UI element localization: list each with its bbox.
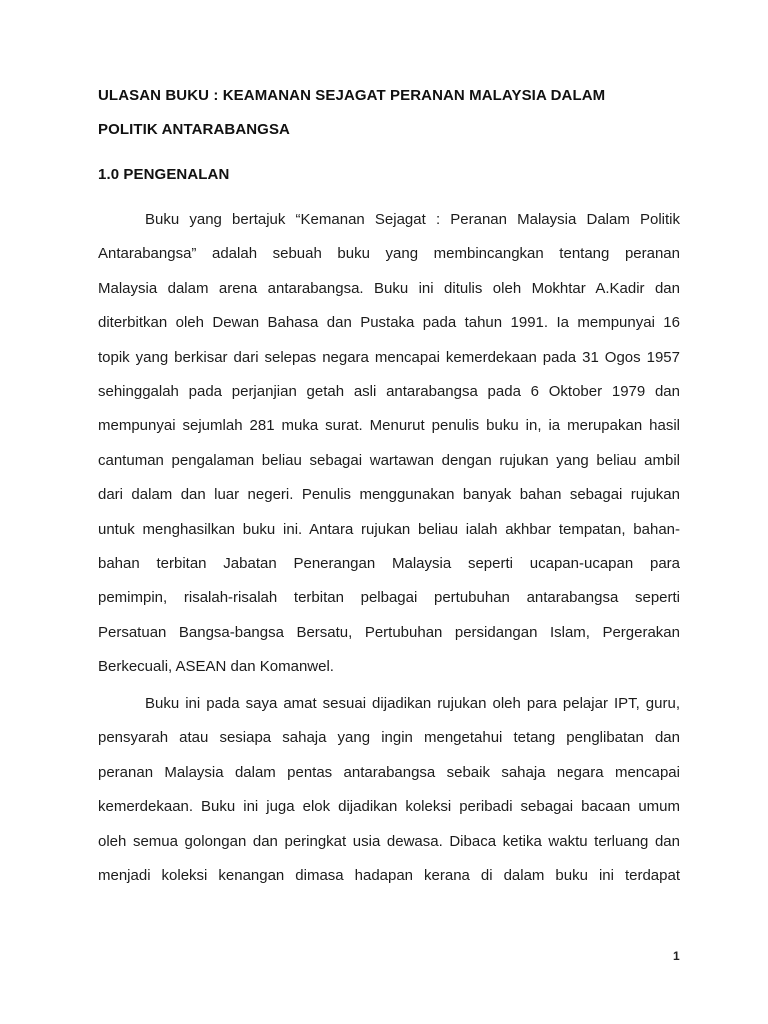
paragraph-line: Buku yang bertajuk “Kemanan Sejagat : Peranan Malaysia Dalam Politik: [145, 211, 680, 228]
paragraph-line: kemerdekaan. Buku ini juga elok dijadikan koleksi peribadi sebagai bacaan umum: [98, 798, 680, 816]
paragraph-line: untuk menghasilkan buku ini. Antara rujukan beliau ialah akhbar tempatan, bahan-: [98, 520, 680, 538]
page-number: 1: [673, 949, 680, 963]
paragraph-line: diterbitkan oleh Dewan Bahasa dan Pustaka pada tahun 1991. Ia mempunyai 16: [98, 314, 680, 332]
paragraph-line: pemimpin, risalah-risalah terbitan pelbagai pertubuhan antarabangsa seperti: [98, 589, 680, 607]
paragraph-line: topik yang berkisar dari selepas negara mencapai kemerdekaan pada 31 Ogos 1957: [98, 348, 680, 366]
paragraph-line: dari dalam dan luar negeri. Penulis menggunakan banyak bahan sebagai rujukan: [98, 486, 680, 504]
paragraph-recommendation: [98, 687, 680, 893]
paragraph-line: sehinggalah pada perjanjian getah asli antarabangsa pada 6 Oktober 1979 dan: [98, 382, 680, 400]
paragraph-introduction: [98, 203, 680, 684]
paragraph-line: oleh semua golongan dan peringkat usia dewasa. Dibaca ketika waktu terluang dan: [98, 832, 680, 850]
paragraph-line: peranan Malaysia dalam pentas antarabangsa sebaik sahaja negara mencapai: [98, 763, 680, 781]
section-heading: 1.0 PENGENALAN: [98, 166, 230, 183]
paragraph-line: Buku ini pada saya amat sesuai dijadikan rujukan oleh para pelajar IPT, guru,: [145, 695, 680, 712]
paragraph-line: Malaysia dalam arena antarabangsa. Buku ini ditulis oleh Mokhtar A.Kadir dan: [98, 279, 680, 297]
paragraph-line: Persatuan Bangsa-bangsa Bersatu, Pertubuhan persidangan Islam, Pergerakan: [98, 623, 680, 641]
paragraph-line: cantuman pengalaman beliau sebagai wartawan dengan rujukan yang beliau ambil: [98, 451, 680, 469]
paragraph-line: mempunyai sejumlah 281 muka surat. Menurut penulis buku in, ia merupakan hasil: [98, 417, 680, 435]
document-title-line-2: POLITIK ANTARABANGSA: [98, 121, 290, 138]
document-title-line-1: ULASAN BUKU : KEAMANAN SEJAGAT PERANAN MALAYSIA DALAM: [98, 87, 606, 104]
paragraph-line: menjadi koleksi kenangan dimasa hadapan kerana di dalam buku ini terdapat: [98, 866, 680, 884]
paragraph-line: Antarabangsa” adalah sebuah buku yang membincangkan tentang peranan: [98, 245, 680, 263]
paragraph-line: pensyarah atau sesiapa sahaja yang ingin mengetahui tetang penglibatan dan: [98, 729, 680, 747]
paragraph-line: bahan terbitan Jabatan Penerangan Malaysia seperti ucapan-ucapan para: [98, 554, 680, 572]
paragraph-line: Berkecuali, ASEAN dan Komanwel.: [98, 658, 334, 676]
